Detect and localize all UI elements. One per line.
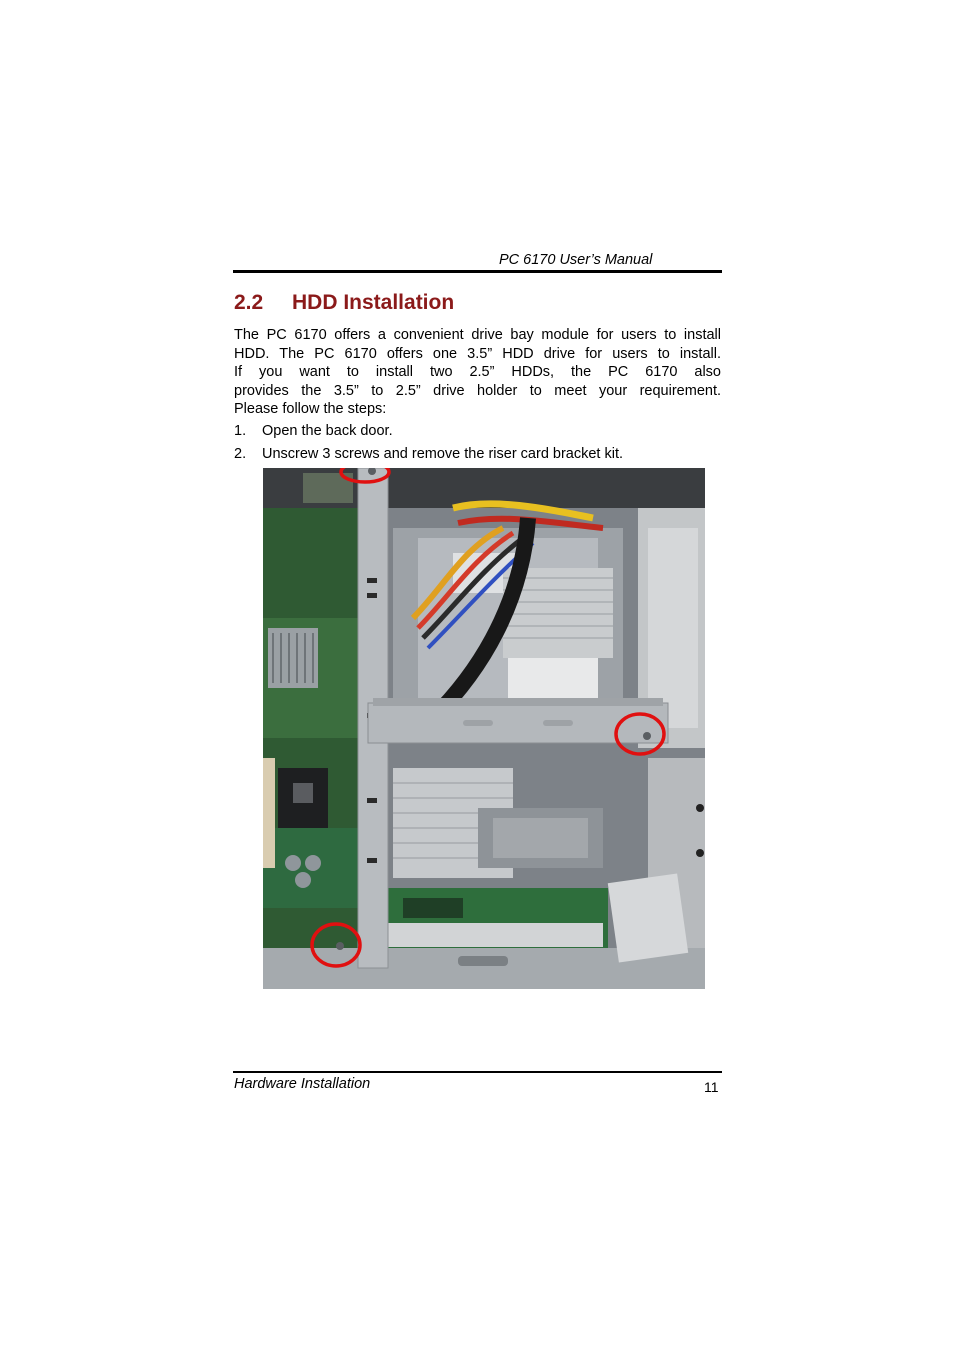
step-text: Open the back door. <box>262 423 393 439</box>
header-rule <box>233 270 722 273</box>
intro-line: The PC 6170 offers a convenient drive bay module for users to install <box>234 327 721 343</box>
intro-line: Please follow the steps: <box>234 401 387 417</box>
footer-section-name: Hardware Installation <box>234 1076 371 1092</box>
section-title: HDD Installation <box>292 291 455 314</box>
intro-line: If you want to install two 2.5” HDDs, the PC 6170 also <box>234 364 721 380</box>
step-number: 1. <box>234 423 247 439</box>
intro-line: provides the 3.5” to 2.5” drive holder to meet your requirement. <box>234 382 721 399</box>
page-number: 11 <box>704 1079 719 1095</box>
chassis-photo <box>263 468 705 989</box>
manual-title: PC 6170 User’s Manual <box>499 252 653 268</box>
footer-rule <box>233 1071 722 1073</box>
step-text: Unscrew 3 screws and remove the riser card bracket kit. <box>262 446 624 462</box>
intro-line: HDD. The PC 6170 offers one 3.5” HDD drive for users to install. <box>234 345 721 362</box>
step-item <box>234 423 393 439</box>
section-heading <box>234 291 454 315</box>
step-number: 2. <box>234 446 247 462</box>
section-number: 2.2 <box>234 291 264 314</box>
step-item <box>234 446 623 462</box>
intro-paragraph <box>234 326 721 419</box>
